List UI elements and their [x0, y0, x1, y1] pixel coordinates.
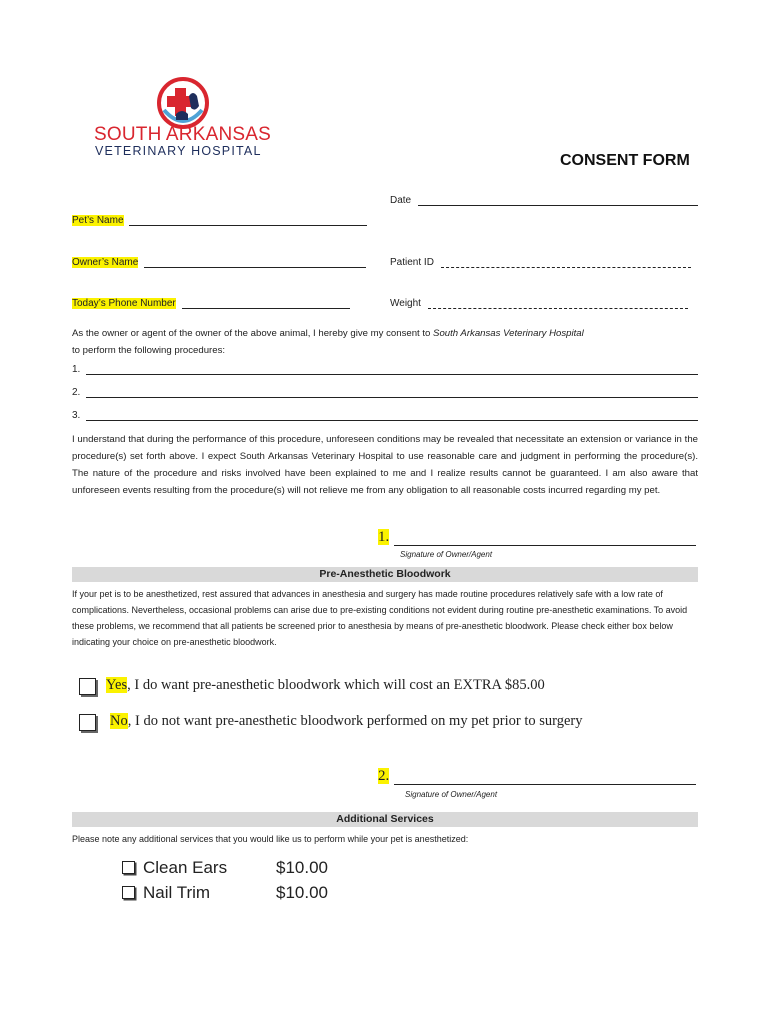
- date-field[interactable]: [390, 195, 698, 206]
- owners-name-line[interactable]: [144, 267, 366, 268]
- hospital-name: South Arkansas Veterinary Hospital: [433, 328, 584, 339]
- service-price: $10.00: [276, 858, 328, 877]
- procedure-line-3[interactable]: [72, 410, 698, 421]
- pets-name-field[interactable]: [72, 215, 367, 226]
- hospital-logo: [90, 72, 280, 162]
- yes-option: [106, 677, 545, 694]
- logo-line1: SOUTH ARKANSAS: [94, 124, 272, 145]
- consent-intro-end: to perform the following procedures:: [72, 345, 226, 356]
- form-title: CONSENT FORM: [560, 152, 690, 169]
- date-label: Date: [390, 195, 412, 206]
- service-name: Nail Trim: [143, 883, 211, 902]
- bloodwork-paragraph: If your pet is to be anesthetized, rest assured that advances in anesthesia and surgery has made routine procedures relatively safe with a low rate of complications. Nevertheless, occasional problems can arise due to pre-existing conditions not evident during routine pre-anesthetic examinations. To avoid these problems, we recommend that all patients be screened prior to anesthesia by means of pre-anesthetic bloodwork. Please check either box below indicating your choice on pre-anesthetic bloodwork.: [72, 589, 688, 647]
- procedure-number: 3.: [72, 410, 81, 421]
- no-text: , I do not want pre-anesthetic bloodwork performed on my pet prior to surgery: [127, 713, 583, 729]
- signature-1[interactable]: [378, 528, 698, 546]
- phone-field[interactable]: [72, 298, 350, 309]
- understanding-paragraph: I understand that during the performance of this procedure, unforeseen conditions may be revealed that necessitate an extension or variance in the procedure(s) set forth above. I expect South Arkansas Veterinary Hospital to use reasonable care and judgment in performing the procedure(s). The nature of the procedure and risks involved have been explained to me and I realize results cannot be guaranteed. I am also aware that unforeseen events resulting from the procedure(s) will not relieve me from any obligation to all reasonable costs incurred regarding my pet.: [72, 434, 698, 496]
- additional-note: Please note any additional services that you would like us to perform while your pet is anesthetized:: [72, 834, 469, 844]
- no-word: No: [110, 713, 128, 729]
- consent-intro: [72, 325, 698, 359]
- signature-2-caption: Signature of Owner/Agent: [405, 790, 498, 799]
- phone-line[interactable]: [182, 308, 350, 309]
- procedure-line-2[interactable]: [72, 387, 698, 398]
- pets-name-label: Pet’s Name: [72, 215, 124, 226]
- nail-trim-checkbox[interactable]: [122, 886, 135, 899]
- pets-name-line[interactable]: [129, 225, 367, 226]
- consent-intro-text: As the owner or agent of the owner of the above animal, I hereby give my consent to: [72, 328, 434, 339]
- phone-label: Today’s Phone Number: [72, 298, 176, 309]
- procedure-1-line[interactable]: [86, 374, 698, 375]
- date-line[interactable]: [418, 205, 698, 206]
- procedure-2-line[interactable]: [86, 397, 698, 398]
- no-option: [110, 713, 583, 730]
- signature-1-caption: Signature of Owner/Agent: [400, 550, 493, 559]
- yes-word: Yes: [106, 677, 128, 693]
- procedure-number: 2.: [72, 387, 81, 398]
- logo-line2: VETERINARY HOSPITAL: [95, 144, 262, 158]
- owners-name-field[interactable]: [72, 257, 366, 268]
- signature-1-line[interactable]: [394, 545, 696, 546]
- signature-2-line[interactable]: [394, 784, 696, 785]
- procedure-line-1[interactable]: [72, 364, 698, 375]
- bloodwork-heading: Pre-Anesthetic Bloodwork: [72, 567, 698, 582]
- yes-text: , I do want pre-anesthetic bloodwork which will cost an EXTRA $85.00: [127, 677, 545, 693]
- service-row[interactable]: [122, 883, 210, 903]
- service-price: $10.00: [276, 883, 328, 902]
- procedure-number: 1.: [72, 364, 81, 375]
- patient-id-field[interactable]: [390, 257, 691, 268]
- yes-checkbox[interactable]: [79, 678, 96, 695]
- service-name: Clean Ears: [143, 858, 228, 877]
- signature-1-number: 1.: [378, 529, 390, 545]
- weight-label: Weight: [390, 298, 421, 309]
- clean-ears-checkbox[interactable]: [122, 861, 135, 874]
- patient-id-line[interactable]: [441, 267, 691, 268]
- signature-2[interactable]: [378, 767, 698, 785]
- procedure-3-line[interactable]: [86, 420, 698, 421]
- patient-id-label: Patient ID: [390, 257, 434, 268]
- weight-field[interactable]: [390, 298, 688, 309]
- weight-line[interactable]: [428, 308, 688, 309]
- signature-2-number: 2.: [378, 768, 390, 784]
- red-cross-icon: [156, 76, 210, 130]
- owners-name-label: Owner’s Name: [72, 257, 139, 268]
- additional-heading: Additional Services: [72, 812, 698, 827]
- service-row[interactable]: [122, 858, 227, 878]
- no-checkbox[interactable]: [79, 714, 96, 731]
